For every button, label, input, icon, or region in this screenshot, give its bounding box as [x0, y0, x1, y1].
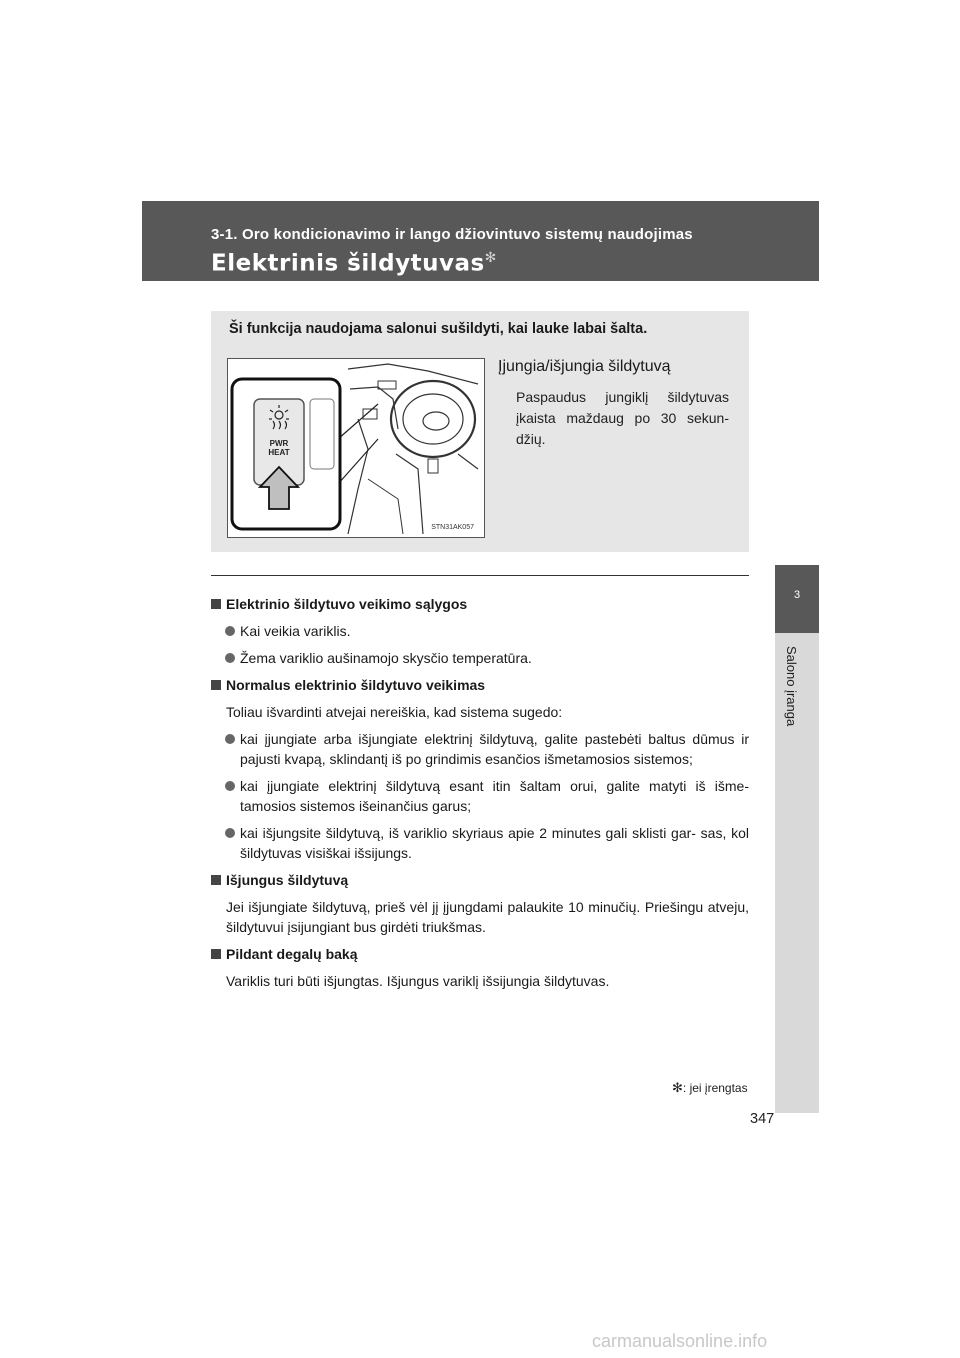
footnote — [672, 1080, 748, 1096]
dashboard-figure — [227, 358, 485, 538]
bullet-icon — [225, 781, 235, 791]
bullet-icon — [225, 626, 235, 636]
list-item — [211, 621, 749, 641]
square-bullet-icon — [211, 949, 221, 959]
heading-text: Elektrinio šildytuvo veikimo sąlygos — [226, 596, 468, 612]
figure-caption: STN31AK057 — [431, 524, 474, 531]
divider — [211, 575, 749, 576]
asterisk-icon: ✻ — [672, 1080, 683, 1095]
chapter-number-tab: 3 — [775, 565, 819, 633]
section-heading — [211, 594, 749, 614]
footnote-text: : jei įrengtas — [682, 1081, 748, 1095]
bullet-icon — [225, 734, 235, 744]
callout-title: Įjungia/išjungia šildytuvą — [498, 358, 671, 375]
section-heading — [211, 870, 749, 890]
section-title: 3-1. Oro kondicionavimo ir lango džiovintuvo sistemų naudojimas — [211, 226, 693, 243]
content — [211, 594, 749, 998]
paragraph: Variklis turi būti išjungtas. Išjungus variklį išsijungia šildytuvas. — [226, 973, 610, 989]
square-bullet-icon — [211, 599, 221, 609]
section-heading — [211, 675, 749, 695]
pwr-label: PWR — [269, 439, 289, 448]
header-band — [142, 201, 819, 281]
watermark: carmanualsonline.info — [592, 1331, 768, 1351]
bullet-icon — [225, 828, 235, 838]
dashboard-illustration — [228, 359, 484, 537]
section-heading — [211, 944, 749, 964]
page-number: 347 — [750, 1111, 775, 1127]
list-item-text: Kai veikia variklis. — [240, 623, 351, 639]
bullet-icon — [225, 653, 235, 663]
list-item-text: kai įjungiate arba išjungiate elektrinį šildytuvą, galite pastebėti baltus dūmus ir pajusti kvapą, sklindantį iš po grindimis esančios išmetamosios sistemos; — [240, 731, 749, 767]
list-item — [211, 823, 749, 863]
list-item — [211, 648, 749, 668]
info-box — [211, 311, 749, 552]
heading-text: Pildant degalų baką — [226, 946, 358, 962]
heat-label: HEAT — [268, 448, 290, 457]
callout-text: Paspaudus jungiklį šildytuvas įkaista maždaug po 30 sekun- džių. — [516, 389, 729, 447]
list-item-text: Žema variklio aušinamojo skysčio temperatūra. — [240, 650, 532, 666]
box-intro: Ši funkcija naudojama salonui sušildyti, kai lauke labai šalta. — [229, 321, 648, 337]
list-item — [211, 729, 749, 769]
paragraph: Jei išjungiate šildytuvą, prieš vėl jį įjungdami palaukite 10 minučių. Priešingu atveju, šildytuvui įsijungiant bus girdėti triukšmas. — [226, 899, 749, 935]
heading-text: Normalus elektrinio šildytuvo veikimas — [226, 677, 486, 693]
asterisk-icon: ✻ — [484, 250, 497, 266]
heading-text: Išjungus šildytuvą — [226, 872, 349, 888]
list-item-text: kai įjungiate elektrinį šildytuvą esant itin šaltam orui, galite matyti iš išme- tamosios sistemos išeinančius garus; — [240, 778, 749, 814]
list-item — [211, 776, 749, 816]
page-title-text: Elektrinis šildytuvas — [211, 250, 485, 277]
square-bullet-icon — [211, 680, 221, 690]
square-bullet-icon — [211, 875, 221, 885]
paragraph: Toliau išvardinti atvejai nereiškia, kad sistema sugedo: — [226, 704, 563, 720]
chapter-label: Salono įranga — [784, 646, 799, 727]
page-title — [211, 250, 497, 277]
list-item-text: kai išjungsite šildytuvą, iš variklio skyriaus apie 2 minutes gali sklisti gar- sas, kol šildytuvas visiškai išsijungs. — [240, 825, 749, 861]
